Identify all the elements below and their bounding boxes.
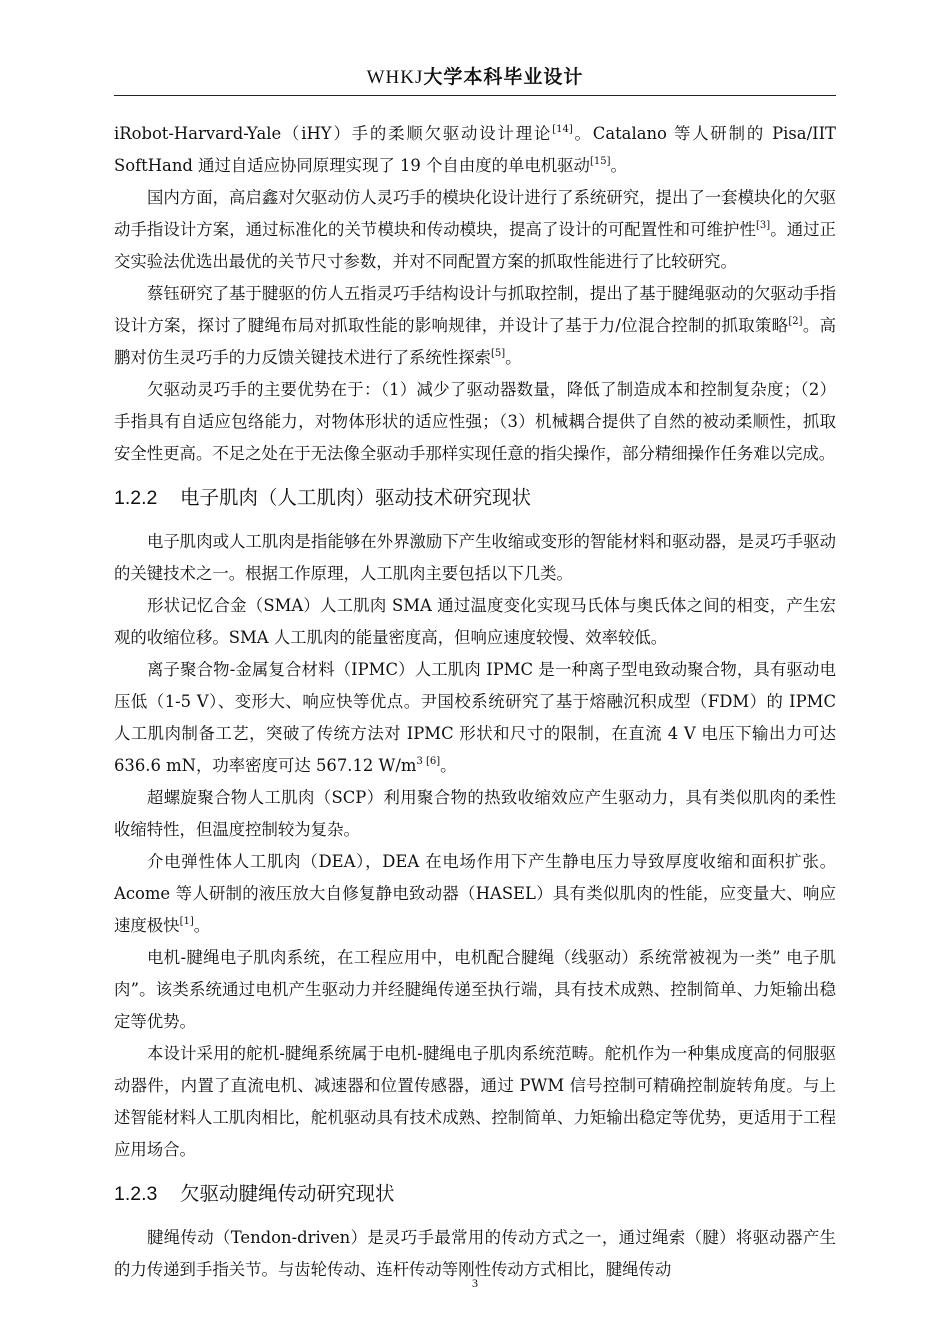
page-header xyxy=(114,62,836,92)
header-code: WHKJ xyxy=(366,67,424,88)
citation-ref: [3] xyxy=(755,220,771,231)
citation-ref: 3 [6] xyxy=(416,756,441,767)
document-body xyxy=(114,118,836,1286)
section-heading xyxy=(114,1166,836,1222)
text-run: 蔡钰研究了基于腱驱的仿人五指灵巧手结构设计与抓取控制，提出了基于腱绳驱动的欠驱动手指设计方案，探讨了腱绳布局对抓取性能的影响规律，并设计了基于力/位混合控制的抓取策略 xyxy=(114,284,836,335)
text-run: 。 xyxy=(193,916,211,935)
text-run: 。高鹏对仿生灵巧手的力反馈关键技术进行了系统性探索 xyxy=(114,316,836,367)
page-number: 3 xyxy=(472,1276,478,1290)
paragraph xyxy=(114,846,836,942)
text-run: iRobot-Harvard-Yale（iHY）手的柔顺欠驱动设计理论 xyxy=(114,124,553,143)
section-title: 电子肌肉（人工肌肉）驱动技术研究现状 xyxy=(180,486,532,509)
text-run: 。通过正交实验法优选出最优的关节尺寸参数，并对不同配置方案的抓取性能进行了比较研究。 xyxy=(114,220,837,271)
text-run: 。 xyxy=(440,756,457,775)
paragraph xyxy=(114,374,836,470)
section-number: 1.2.2 xyxy=(114,487,158,509)
text-run: 形状记忆合金（SMA）人工肌肉 SMA 通过温度变化实现马氏体与奥氏体之间的相变，产生宏观的收缩位移。SMA 人工肌肉的能量密度高，但响应速度较慢、效率较低。 xyxy=(114,596,836,647)
section-number: 1.2.3 xyxy=(114,1183,158,1205)
text-run: 国内方面，高启鑫对欠驱动仿人灵巧手的模块化设计进行了系统研究，提出了一套模块化的欠驱动手指设计方案，通过标准化的关节模块和传动模块，提高了设计的可配置性和可维护性 xyxy=(114,188,836,239)
text-run: 电子肌肉或人工肌肉是指能够在外界激励下产生收缩或变形的智能材料和驱动器，是灵巧手驱动的关键技术之一。根据工作原理，人工肌肉主要包括以下几类。 xyxy=(114,532,836,583)
citation-ref: [14] xyxy=(552,124,573,135)
text-run: 电机-腱绳电子肌肉系统，在工程应用中，电机配合腱绳（线驱动）系统常被视为一类” 电子肌肉”。该类系统通过电机产生驱动力并经腱绳传递至执行端，具有技术成熟、控制简单、力矩输出稳定等优势。 xyxy=(114,948,836,1031)
section-heading xyxy=(114,470,836,526)
text-run: 欠驱动灵巧手的主要优势在于：（1）减少了驱动器数量，降低了制造成本和控制复杂度；（2）手指具有自适应包络能力，对物体形状的适应性强；（3）机械耦合提供了自然的被动柔顺性，抓取安全性更高。不足之处在于无法像全驱动手那样实现任意的指尖操作，部分精细操作任务难以完成。 xyxy=(114,380,836,463)
paragraph xyxy=(114,782,836,846)
text-run: 。 xyxy=(610,156,627,175)
text-run: 介电弹性体人工肌肉（DEA），DEA 在电场作用下产生静电压力导致厚度收缩和面积扩张。Acome 等人研制的液压放大自修复静电致动器（HASEL）具有类似肌肉的性能，应变量大、响应速度极快 xyxy=(114,852,836,935)
paragraph xyxy=(114,942,836,1038)
text-run: 腱绳传动（Tendon-driven）是灵巧手最常用的传动方式之一，通过绳索（腱）将驱动器产生的力传递到手指关节。与齿轮传动、连杆传动等刚性传动方式相比，腱绳传动 xyxy=(114,1228,836,1279)
citation-ref: [15] xyxy=(589,156,611,167)
citation-ref: [5] xyxy=(490,348,506,359)
header-title: 大学本科毕业设计 xyxy=(423,66,584,88)
text-run: 。Catalano 等人研制的 Pisa/IIT SoftHand 通过自适应协同原理实现了 19 个自由度的单电机驱动 xyxy=(114,124,836,175)
paragraph xyxy=(114,526,836,590)
paragraph xyxy=(114,278,836,374)
text-run: 本设计采用的舵机-腱绳系统属于电机-腱绳电子肌肉系统范畴。舵机作为一种集成度高的伺服驱动器件，内置了直流电机、减速器和位置传感器，通过 PWM 信号控制可精确控制旋转角度。与上述智能材料人工肌肉相比，舵机驱动具有技术成熟、控制简单、力矩输出稳定等优势，更适用于工程应用场合。 xyxy=(114,1044,836,1159)
paragraph xyxy=(114,118,836,182)
text-run: 。 xyxy=(505,348,522,367)
text-run: 离子聚合物-金属复合材料（IPMC）人工肌肉 IPMC 是一种离子型电致动聚合物，具有驱动电压低（1-5 V）、变形大、响应快等优点。尹国校系统研究了基于熔融沉积成型（FDM）的 IPMC 人工肌肉制备工艺，突破了传统方法对 IPMC 形状和尺寸的限制，在直流 4 V 电压下输出力可达 636.6 mN，功率密度可达 567.12 W/m xyxy=(114,660,836,775)
header-rule xyxy=(114,95,836,96)
paragraph xyxy=(114,654,836,782)
text-run: 超螺旋聚合物人工肌肉（SCP）利用聚合物的热致收缩效应产生驱动力，具有类似肌肉的柔性收缩特性，但温度控制较为复杂。 xyxy=(114,788,836,839)
citation-ref: [2] xyxy=(788,316,803,327)
section-title: 欠驱动腱绳传动研究现状 xyxy=(180,1182,395,1205)
paragraph xyxy=(114,1038,836,1166)
citation-ref: [1] xyxy=(179,916,194,927)
paragraph xyxy=(114,590,836,654)
paragraph xyxy=(114,182,836,278)
